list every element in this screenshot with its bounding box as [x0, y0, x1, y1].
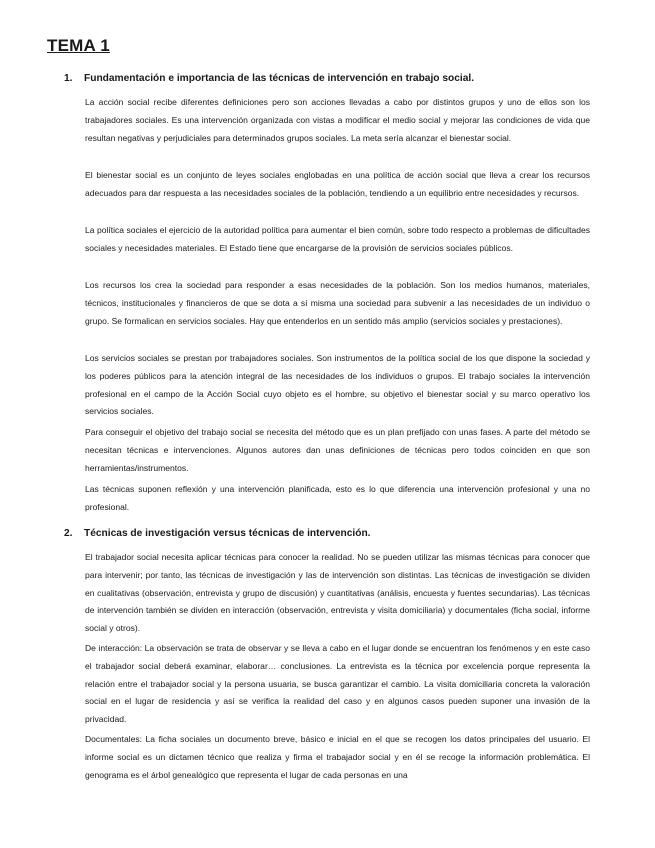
paragraph: Para conseguir el objetivo del trabajo social se necesita del método que es un plan prefijado con unas fases. A parte del método se necesitan técnicas e intervenciones. Algunos autores dan unas definiciones de técnicas pero todos coinciden en que son herramientas/instrumentos. — [85, 427, 590, 473]
section-number: 2. — [64, 528, 73, 539]
section-number: 1. — [64, 73, 73, 84]
paragraph: El bienestar social es un conjunto de leyes sociales englobadas en una política de acción social que lleva a crear los recursos adecuados para dar respuesta a las necesidades sociales de la población, tendiendo a un equilibrio entre necesidades y recursos. — [85, 170, 590, 198]
paragraph: La política sociales el ejercicio de la autoridad política para aumentar el bien común, sobre todo respecto a problemas de dificultades sociales y necesidades materiales. El Estado tiene que encargarse de la provisión de servicios sociales públicos. — [85, 225, 590, 253]
section-heading — [64, 528, 371, 539]
document-title: TEMA 1 — [47, 36, 110, 55]
paragraph: Los servicios sociales se prestan por trabajadores sociales. Son instrumentos de la política social de los que dispone la sociedad y los poderes públicos para la atención integral de las necesidades de los individuos o grupos. El trabajo sociales la intervención profesional en el campo de la Acción Social cuyo objeto es el hombre, su objetivo el bienestar social y su marco operativo los servicios sociales. — [85, 353, 590, 417]
paragraph: De interacción: La observación se trata de observar y se lleva a cabo en el lugar donde se encuentran los fenómenos y en este caso el trabajador social deberá examinar, elaborar… conclusiones. La entrevista es la técnica por excelencia porque representa la relación entre el trabajador social y la persona usuaria, se busca garantizar el cambio. La visita domiciliaria concreta la valoración social en el lugar de residencia y así se verifica la realidad del caso y en algunos casos pueden suponer una invasión de la privacidad. — [85, 643, 590, 725]
paragraph: Las técnicas suponen reflexión y una intervención planificada, esto es lo que diferencia una intervención profesional y una no profesional. — [85, 484, 590, 512]
section-heading-text: Fundamentación e importancia de las técnicas de intervención en trabajo social. — [84, 73, 475, 84]
section-heading — [64, 73, 474, 84]
paragraph: Los recursos los crea la sociedad para responder a esas necesidades de la población. Son los medios humanos, materiales, técnicos, institucionales y financieros de que se dota a sí misma una sociedad para subvenir a las necesidades de un individuo o grupo. Se formalican en servicios sociales. Hay que entenderlos en un sentido más amplio (servicios sociales y prestaciones). — [85, 280, 590, 326]
paragraph: La acción social recibe diferentes definiciones pero son acciones llevadas a cabo por distintos grupos y uno de ellos son los trabajadores sociales. Es una intervención organizada con vistas a modificar el medio social y mejorar las condiciones de vida que resultan negativas y perjudiciales para determinados grupos sociales. La meta sería alcanzar el bienestar social. — [85, 97, 590, 143]
paragraph: El trabajador social necesita aplicar técnicas para conocer la realidad. No se pueden utilizar las mismas técnicas para conocer que para intervenir; por tanto, las técnicas de investigación y las de intervención son distintas. Las técnicas de investigación se dividen en cualitativas (observación, entrevista y grupo de discusión) y cuantitativas (análisis, encuesta y fuentes secundarias). Las técnicas de intervención también se dividen en interacción (observación, entrevista y visita domiciliaria) y documentales (ficha social, informe social y otros). — [85, 552, 590, 634]
paragraph: Documentales: La ficha sociales un documento breve, básico e inicial en el que se recogen los datos principales del usuario. El informe social es un dictamen técnico que realiza y firma el trabajador social y en él se recoge la información problemática. El genograma es el árbol genealógico que representa el lugar de cada personas en una — [85, 734, 590, 780]
section-heading-text: Técnicas de investigación versus técnicas de intervención. — [84, 528, 371, 539]
